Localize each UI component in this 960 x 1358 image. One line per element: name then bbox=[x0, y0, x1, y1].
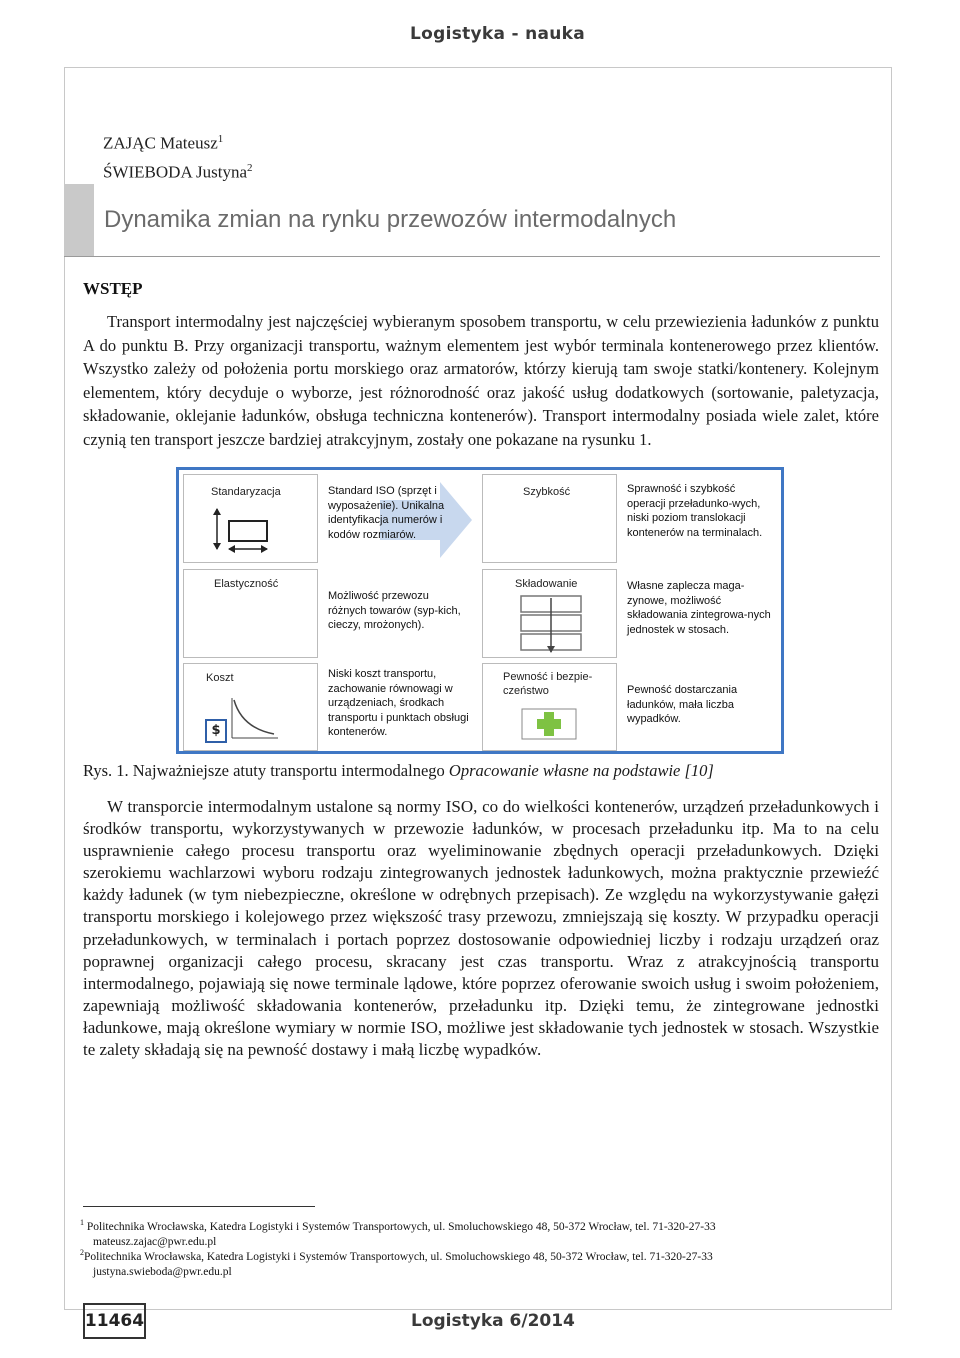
paragraph-intro: Transport intermodalny jest najczęściej wybieranym sposobem transportu, w celu przewiezienia ładunków z punktu A do punktu B. Przy organizacji transportu, ważnym elementem jest wybór terminala kontenerowego przez klientów. Wszystko zależy od położenia portu morskiego oraz armatorów, którzy kierują tam swoje statki/kontenery. Kolejnym elementem, który decyduje o wyborze, jest różnorodność oraz jakość usług dodatkowych (sortowanie, paletyzacja, składowanie, oklejanie ładunków, obsługa techniczna kontenerów). Transport intermodalny posiada wiele zalet, które czynią ten transport jeszcze bardziej atrakcyjnym, zostały one pokazane na rysunku 1. bbox=[83, 312, 879, 449]
safety-cross-icon bbox=[521, 708, 577, 740]
cell-pewnosc: Pewność i bezpie-czeństwo bbox=[482, 663, 617, 751]
paper-title: Dynamika zmian na rynku przewozów intermodalnych bbox=[104, 206, 677, 233]
paragraph-main: W transporcie intermodalnym ustalone są normy ISO, co do wielkości kontenerów, urządzeń przeładunkowych i środków transportu, wykorzystywanych w przewozie ładunków, w procesach przeładunku itp. Ma to na celu usprawnienie całego procesu transportu oraz wyeliminowanie zbędnych operacji przeładunkowych. Dzięki szerokiemu wachlarzowi wyboru rodzaju zintegrowanych jednostek ładunkowych, można praktycznie przewieźć każdy ładunek (w tym niebezpieczne, określone w odrębnych przepisach). Ze względu na wykorzystywanie gałęzi transportu morskiego i kolejowego przez większość trasy przewozu, zmniejszają się koszty. W przypadku operacji przeładunkowych, w terminalach i portach poprzez dostosowanie odpowiedniej liczby i rodzaju urządzeń oraz poprawnej organizacji całego procesu, skracany jest czas transportu. Wraz z atrakcyjnością transportu intermodalnego, pojawiają się nowe terminale lądowe, które poprzez oferowanie swoich usług i swoim położeniem, zapewniają możliwość składowania kontenerów, przeładunku itp. Dzięki temu, że zintegrowane jednostki ładunkowe, mają określone wymiary w normie ISO, możliwe jest składowanie tych jednostek w stosach. Wszystkie te zalety składają się na pewność dostawy i małą liczbę wypadków. bbox=[83, 797, 879, 1060]
footnote-1-email: mateusz.zajac@pwr.edu.pl bbox=[93, 1235, 217, 1248]
footnote-2: $^2$Politechnika Wrocławska, Katedra Logistyki i Systemów Transportowych, ul. Smoluchowskiego 48, 50-372 Wrocław, tel. 71-320-27-33 justyna.swieboda@pwr.edu.pl bbox=[80, 1248, 713, 1278]
cell-szybkosc: Szybkość bbox=[482, 474, 617, 563]
figure-1 bbox=[176, 467, 784, 754]
cell-standaryzacja-desc: Standard ISO (sprzęt i wyposażenie). Unikalna identyfikacja numerów i kodów rozmiarów. bbox=[320, 474, 478, 563]
author-2: ŚWIEBODA Justyna$^2$ bbox=[103, 161, 253, 182]
cell-skladowanie-desc: Własne zaplecza maga-zynowe, możliwość składowania zintegrowa-nych jednostek w stosach. bbox=[627, 580, 771, 636]
running-head: Logistyka - nauka bbox=[410, 24, 586, 44]
figure-caption: Rys. 1. Najważniejsze atuty transportu intermodalnego Opracowanie własne na podstawie [10] bbox=[83, 761, 714, 780]
author-list bbox=[103, 127, 253, 184]
page-number: 11464 bbox=[83, 1303, 146, 1339]
cell-szybkosc-desc: Sprawność i szybkość operacji przeładunko-wych, niski poziom translokacji kontenerów na terminalach. bbox=[627, 483, 763, 539]
section-heading: WSTĘP bbox=[83, 279, 143, 298]
cell-pewnosc-desc: Pewność dostarczania ładunków, mała liczba wypadków. bbox=[627, 684, 738, 725]
title-divider bbox=[64, 256, 880, 257]
cell-skladowanie: Składowanie bbox=[482, 569, 617, 658]
stacked-containers-icon bbox=[519, 594, 583, 656]
cell-elastycznosc-desc: Możliwość przewozu różnych towarów (syp-kich, cieczy, mrożonych). bbox=[328, 590, 461, 631]
standardization-icon bbox=[211, 505, 286, 555]
cell-koszt-desc: Niski koszt transportu, zachowanie równowagi w urządzeniach, środkach transportu i punktach obsługi kontenerów. bbox=[328, 668, 469, 738]
footnote-divider bbox=[83, 1206, 315, 1207]
cell-koszt: Koszt $ bbox=[183, 663, 318, 751]
journal-footer: Logistyka 6/2014 bbox=[411, 1311, 575, 1331]
footnote-1: $^1$ Politechnika Wrocławska, Katedra Logistyki i Systemów Transportowych, ul. Smoluchowskiego 48, 50-372 Wrocław, tel. 71-320-27-33 mateusz.zajac@pwr.edu.pl bbox=[80, 1218, 716, 1248]
dollar-icon: $ bbox=[211, 723, 221, 738]
author-1: ZAJĄC Mateusz$^1$ bbox=[103, 133, 224, 153]
cell-standaryzacja: Standaryzacja bbox=[183, 474, 318, 563]
title-accent-block bbox=[64, 184, 94, 256]
cell-elastycznosc: Elastyczność bbox=[183, 569, 318, 658]
footnote-2-email: justyna.swieboda@pwr.edu.pl bbox=[93, 1265, 232, 1278]
